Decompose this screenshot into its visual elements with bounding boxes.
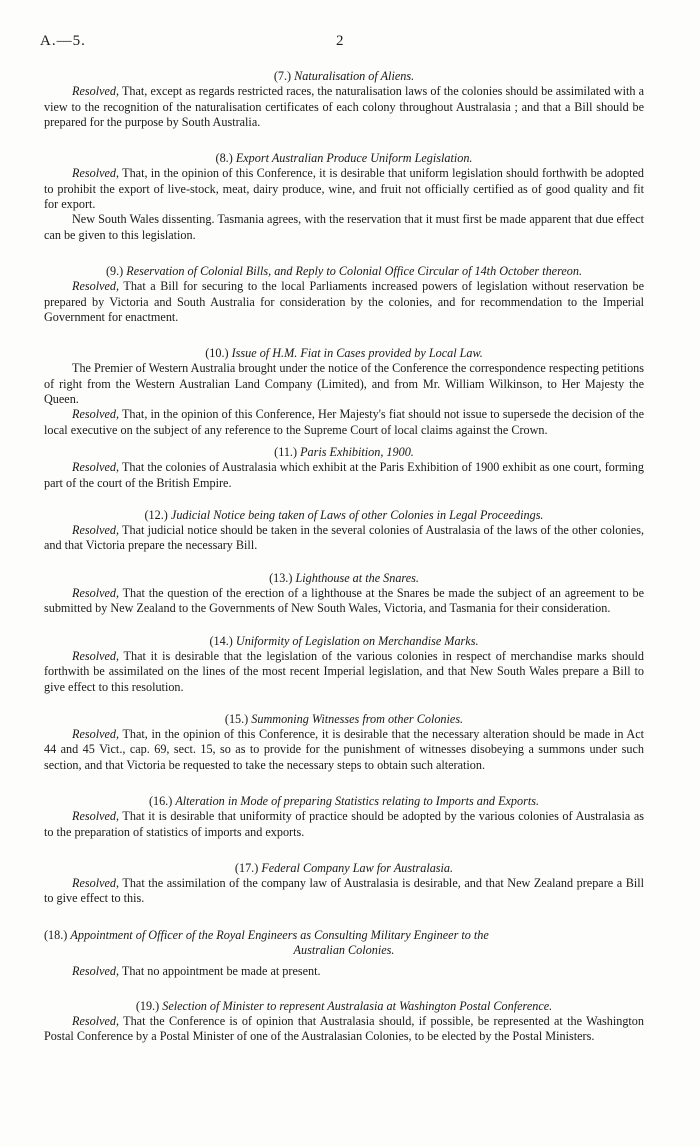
section-number: (15.) <box>224 711 249 726</box>
section-18 <box>44 928 644 980</box>
dissent-paragraph: New South Wales dissenting. Tasmania agrees, with the reservation that it must first be made apparent that due effect can be given to this legislation. <box>44 212 644 242</box>
section-number: (10.) <box>205 346 229 361</box>
section-title: Selection of Minister to represent Australasia at Washington Postal Conference. <box>162 998 553 1013</box>
section-heading <box>44 712 644 727</box>
resolution-paragraph: Resolved, That judicial notice should be taken in the several colonies of Australasia of the laws of the other colonies, and that Victoria prepare the necessary Bill. <box>44 523 644 553</box>
section-number: (9.) <box>105 263 124 278</box>
section-number: (14.) <box>209 633 233 648</box>
section-heading <box>44 861 644 876</box>
section-heading <box>44 571 644 586</box>
section-8 <box>44 151 644 243</box>
section-number: (19.) <box>135 998 160 1013</box>
section-title: Federal Company Law for Australasia. <box>261 860 454 875</box>
section-number: (13.) <box>269 570 293 585</box>
section-13 <box>44 571 644 617</box>
document-reference: A.—5. <box>40 33 86 49</box>
section-19 <box>44 999 644 1045</box>
section-16 <box>44 794 644 840</box>
section-heading <box>44 928 644 959</box>
section-15 <box>44 712 644 773</box>
resolution-paragraph: Resolved, That no appointment be made at present. <box>72 964 321 979</box>
section-title: Reservation of Colonial Bills, and Reply to Colonial Office Circular of 14th October thereon. <box>126 263 583 278</box>
resolution-paragraph: Resolved, That, in the opinion of this Conference, Her Majesty's fiat should not issue to supersede the decision of the local executive on the subject of any reference to the Supreme Court of local claims against the Crown. <box>44 407 644 437</box>
section-number: (17.) <box>234 860 259 875</box>
resolution-paragraph: Resolved, That the colonies of Australasia which exhibit at the Paris Exhibition of 1900 exhibit as one court, forming part of the court of the British Empire. <box>44 460 644 490</box>
resolution-paragraph: Resolved, That a Bill for securing to the local Parliaments increased powers of legislation without reservation be prepared by Victoria and South Australia for consideration by the colonies, and for recommendation to the Imperial Government for enactment. <box>44 279 644 324</box>
section-heading <box>44 794 644 809</box>
section-number: (12.) <box>144 507 168 522</box>
section-title: Issue of H.M. Fiat in Cases provided by Local Law. <box>231 346 483 361</box>
section-title: Naturalisation of Aliens. <box>294 69 415 83</box>
resolution-paragraph: Resolved, That, in the opinion of this Conference, it is desirable that uniform legislation should forthwith be adopted to prohibit the export of live-stock, meat, dairy produce, wine, and fruit not officially certified as of good quality and fit for export. <box>44 166 644 212</box>
resolution-paragraph: Resolved, That the question of the erection of a lighthouse at the Snares be made the subject of an agreement to be submitted by New Zealand to the Governments of New South Wales, Victoria, and Tasmania for their consideration. <box>44 586 644 616</box>
section-title: Lighthouse at the Snares. <box>295 570 419 585</box>
section-heading <box>44 508 644 523</box>
section-number: (7.) <box>273 69 292 83</box>
section-17 <box>44 861 644 907</box>
section-number: (8.) <box>215 151 233 166</box>
section-title: Uniformity of Legislation on Merchandise Marks. <box>235 633 479 648</box>
resolution-paragraph: Resolved, That it is desirable that uniformity of practice should be adopted by the various colonies of Australasia as to the preparation of statistics of imports and exports. <box>44 809 644 839</box>
section-heading <box>44 69 644 84</box>
resolution-paragraph: Resolved, That, except as regards restricted races, the naturalisation laws of the colonies should be assimilated with a view to the recognition of the naturalisation certificates of each colony throughout Australasia ; and that a Bill should be prepared for the purpose by South Australia. <box>44 84 644 129</box>
section-9 <box>44 264 644 325</box>
section-heading <box>44 999 644 1014</box>
section-title: Summoning Witnesses from other Colonies. <box>251 711 464 726</box>
page-number: 2 <box>336 33 344 49</box>
resolution-paragraph: Resolved, That the Conference is of opinion that Australasia should, if possible, be represented at the Washington Postal Conference by a Postal Minister of one of the Australasian Colonies, to be elected by the Postal Ministers. <box>44 1013 644 1044</box>
section-title: Alteration in Mode of preparing Statistics relating to Imports and Exports. <box>175 793 540 808</box>
section-11 <box>44 445 644 491</box>
section-number: (11.) <box>274 444 298 459</box>
section-heading <box>44 634 644 649</box>
section-title: Appointment of Officer of the Royal Engineers as Consulting Military Engineer to the <box>70 927 489 942</box>
section-heading <box>44 264 644 279</box>
section-number: (16.) <box>148 793 173 808</box>
section-10 <box>44 346 644 438</box>
resolution-paragraph: Resolved, That the assimilation of the company law of Australasia is desirable, and that New Zealand prepare a Bill to give effect to this. <box>44 876 644 906</box>
notice-paragraph: The Premier of Western Australia brought under the notice of the Conference the correspondence respecting petitions of right from the Western Australian Land Company (Limited), and from Mr. William Wilkinson, to Her Majesty the Queen. <box>44 361 644 407</box>
resolution-paragraph: Resolved, That it is desirable that the legislation of the various colonies in respect of merchandise marks should forthwith be assimilated on the lines of the most recent Imperial legislation, and that New South Wales prepare a Bill to give effect to this resolution. <box>44 648 644 694</box>
section-14 <box>44 634 644 695</box>
section-title: Export Australian Produce Uniform Legislation. <box>235 151 473 166</box>
section-title: Paris Exhibition, 1900. <box>300 444 414 459</box>
section-heading <box>44 445 644 460</box>
section-heading <box>44 151 644 166</box>
section-title: Judicial Notice being taken of Laws of other Colonies in Legal Proceedings. <box>170 507 544 522</box>
resolution-paragraph: Resolved, That, in the opinion of this Conference, it is desirable that the necessary alteration should be made in Act 44 and 45 Vict., cap. 69, sect. 15, so as to provide for the punishment of witnesses disobeying a summons under such section, and that Victoria be requested to take the necessary steps to obtain such alteration. <box>44 727 644 772</box>
section-title-continued: Australian Colonies. <box>293 943 395 958</box>
section-12 <box>44 508 644 554</box>
section-heading <box>44 346 644 361</box>
section-number: (18.) <box>44 927 68 942</box>
resolutions-body <box>44 60 644 1045</box>
section-7 <box>44 69 644 130</box>
